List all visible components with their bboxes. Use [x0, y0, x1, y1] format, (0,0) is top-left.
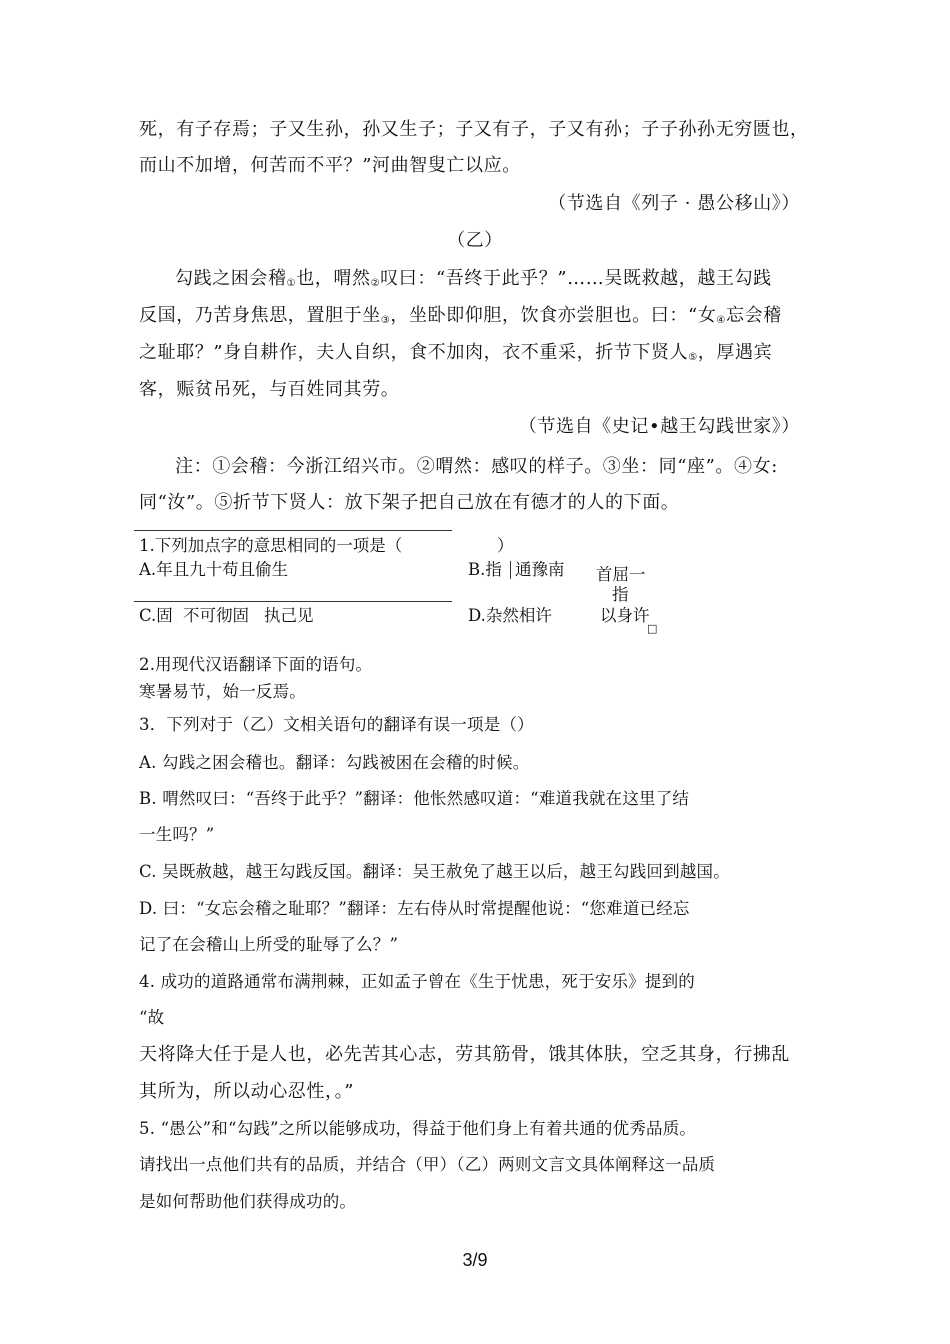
table-divider [510, 561, 511, 579]
table-rule-top [134, 530, 452, 531]
q2-stem: 2.用现代汉语翻译下面的语句。 [139, 655, 373, 674]
q3-option-b-line-2: 一生吗？” [139, 825, 215, 844]
q4-line-1: 4. 成功的道路通常布满荆棘，正如孟子曾在《生于忧患，死于安乐》提到的 [139, 972, 695, 991]
q3-stem: 3．下列对于（乙）文相关语句的翻译有误一项是（） [139, 715, 534, 734]
q4-line-2: “故 [139, 1008, 165, 1027]
passage-b-heading: （乙） [447, 230, 503, 251]
q5-line-2: 请找出一点他们共有的品质，并结合（甲）（乙）两则文言文具体阐释这一品质 [139, 1155, 716, 1174]
q3-option-d-line-2: 记了在会稽山上所受的耻辱了么？” [139, 935, 399, 954]
q1-option-c-part2: 不可彻固 [183, 606, 249, 625]
q1-stem-close: ） [497, 536, 514, 555]
passage-b-line-3 [139, 341, 772, 370]
footnote-marker: ① [286, 278, 297, 289]
q3-option-b-line-1: B. 喟然叹曰：“吾终于此乎？”翻译：他怅然感叹道：“难道我就在这里了结 [139, 789, 690, 808]
passage-b-text: 勾践之困会稽 [175, 268, 287, 289]
page-number: 3/9 [462, 1250, 488, 1270]
passage-a-line-1: 死，有子存焉；子又生孙，孙又生子；子又有子，子又有孙；子子孙孙无穷匮也， [139, 119, 809, 140]
q1-option-d-part2: 以身许 [600, 606, 650, 625]
passage-b-text: 叹曰：“吾终于此乎？”……吴既救越，越王勾践 [380, 268, 772, 289]
q1-option-d: D.杂然相许 [468, 606, 552, 625]
source-a: （节选自《列子 · 愚公移山》） [548, 193, 800, 214]
q1-option-b-part3-line1: 首屈一 [596, 565, 646, 584]
q1-option-b: B.指 [468, 560, 502, 579]
q1-option-b-part3-line2: 指 [612, 585, 629, 604]
q4-line-4: 其所为，所以动心忍性，。” [139, 1081, 355, 1102]
q1-option-b-part2: 通豫南 [515, 560, 565, 579]
q3-option-a: A. 勾践之困会稽也。翻译：勾践被困在会稽的时候。 [139, 753, 530, 772]
q3-option-c: C. 吴既赦越，越王勾践反国。翻译：吴王赦免了越王以后，越王勾践回到越国。 [139, 862, 730, 881]
passage-b-text: 反国，乃苦身焦思，置胆于坐 [139, 305, 381, 326]
source-b: （节选自《史记•越王勾践世家》） [518, 416, 800, 437]
q4-line-3: 天将降大任于是人也，必先苦其心志，劳其筋骨，饿其体肤，空乏其身，行拂乱 [139, 1044, 790, 1065]
q5-line-3: 是如何帮助他们获得成功的。 [139, 1192, 357, 1211]
passage-b-line-1 [175, 267, 772, 296]
passage-b-text: 之耻耶？”身自耕作，夫人自织，食不加肉，衣不重采，折节下贤人 [139, 342, 689, 363]
passage-b-text: 也，喟然 [296, 268, 371, 289]
footnote-marker: ⑤ [688, 352, 698, 363]
footnote-marker: ④ [716, 315, 726, 326]
q1-option-c-part3: 执己见 [264, 606, 314, 625]
passage-b-line-4: 客，赈贫吊死，与百姓同其劳。 [139, 379, 400, 400]
q1-option-d-mark: □ [647, 622, 658, 635]
footnote-marker: ③ [380, 315, 391, 326]
notes-line-2: 同“汝”。⑤折节下贤人：放下架子把自己放在有德才的人的下面。 [139, 492, 680, 513]
table-rule-middle [134, 601, 452, 602]
q2-sentence: 寒暑易节，始一反焉。 [139, 682, 306, 701]
passage-a-line-2: 而山不加增，何苦而不平？”河曲智叟亡以应。 [139, 155, 521, 176]
q3-option-d-line-1: D. 曰：“女忘会稽之耻耶？”翻译：左右侍从时常提醒他说：“您难道已经忘 [139, 899, 690, 918]
q1-stem: 1.下列加点字的意思相同的一项是（ [139, 536, 403, 555]
footnote-marker: ② [370, 278, 381, 289]
notes-line-1: 注：①会稽：今浙江绍兴市。②喟然：感叹的样子。③坐：同“座”。④女: [175, 456, 778, 477]
passage-b-text: ，厚遇宾 [697, 342, 773, 363]
passage-b-text: ，坐卧即仰胆，饮食亦尝胆也。曰：“女 [390, 305, 717, 326]
passage-b-text: 忘会稽 [725, 305, 782, 326]
q5-line-1: 5. “愚公”和“勾践”之所以能够成功，得益于他们身上有着共通的优秀品质。 [139, 1119, 697, 1138]
q1-option-c: C.固 [139, 606, 173, 625]
q1-option-a: A.年且九十苟且偷生 [139, 560, 289, 579]
passage-b-line-2 [139, 304, 782, 333]
